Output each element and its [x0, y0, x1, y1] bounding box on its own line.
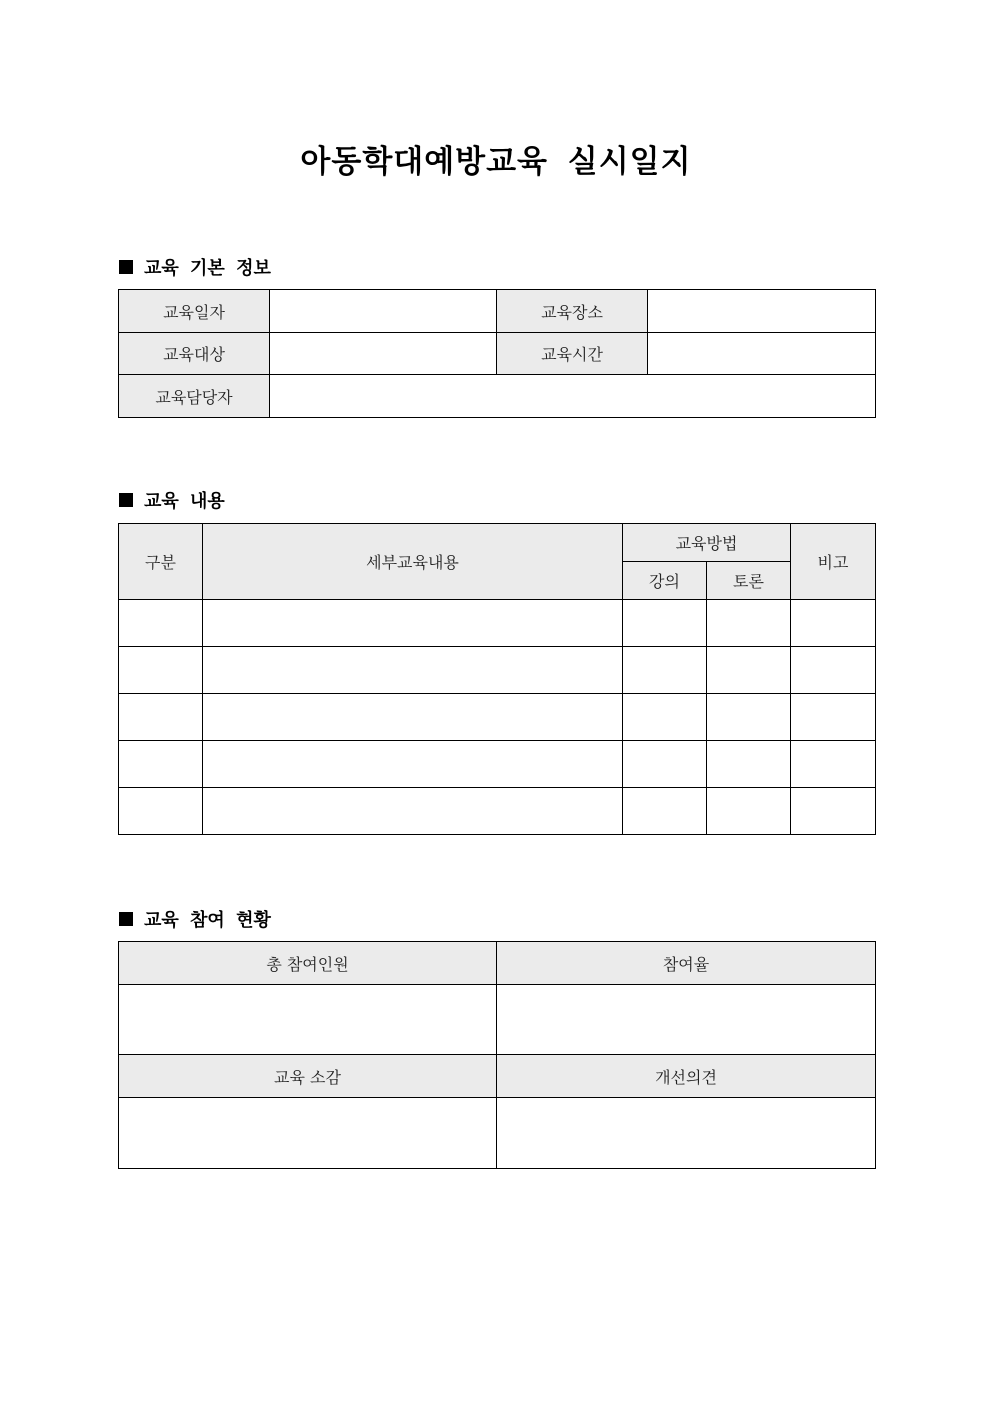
bullet-square-icon	[119, 493, 133, 507]
participation-table	[118, 941, 876, 1169]
table-row	[119, 600, 876, 647]
remarks-cell[interactable]	[791, 647, 876, 694]
total-participants-label: 총 참여인원	[119, 942, 497, 985]
detail-cell[interactable]	[203, 600, 623, 647]
date-field[interactable]	[270, 290, 497, 333]
remarks-cell[interactable]	[791, 694, 876, 741]
section-heading-content	[119, 487, 225, 513]
section-heading-label: 교육 참여 현황	[144, 910, 271, 931]
category-cell[interactable]	[119, 694, 203, 741]
table-row	[119, 647, 876, 694]
time-label: 교육시간	[497, 333, 648, 375]
instructor-field[interactable]	[270, 375, 876, 418]
discussion-cell[interactable]	[707, 647, 791, 694]
detail-cell[interactable]	[203, 694, 623, 741]
column-header-discussion: 토론	[707, 562, 791, 600]
place-label: 교육장소	[497, 290, 648, 333]
remarks-cell[interactable]	[791, 741, 876, 788]
date-label: 교육일자	[119, 290, 270, 333]
participation-rate-field[interactable]	[497, 985, 876, 1055]
section-heading-label: 교육 기본 정보	[144, 258, 271, 279]
basic-info-table	[118, 289, 876, 418]
column-header-detail: 세부교육내용	[203, 524, 623, 600]
total-participants-field[interactable]	[119, 985, 497, 1055]
detail-cell[interactable]	[203, 741, 623, 788]
column-header-lecture: 강의	[623, 562, 707, 600]
remarks-cell[interactable]	[791, 600, 876, 647]
lecture-cell[interactable]	[623, 741, 707, 788]
bullet-square-icon	[119, 912, 133, 926]
category-cell[interactable]	[119, 788, 203, 835]
impressions-label: 교육 소감	[119, 1055, 497, 1098]
column-header-method: 교육방법	[623, 524, 791, 562]
improvements-label: 개선의견	[497, 1055, 876, 1098]
section-heading-participation	[119, 906, 271, 932]
document-title: 아동학대예방교육 실시일지	[300, 144, 692, 180]
table-row	[119, 694, 876, 741]
instructor-label: 교육담당자	[119, 375, 270, 418]
remarks-cell[interactable]	[791, 788, 876, 835]
time-field[interactable]	[648, 333, 876, 375]
participation-rate-label: 참여율	[497, 942, 876, 985]
content-table	[118, 523, 876, 835]
table-row	[119, 788, 876, 835]
lecture-cell[interactable]	[623, 694, 707, 741]
column-header-category: 구분	[119, 524, 203, 600]
target-field[interactable]	[270, 333, 497, 375]
lecture-cell[interactable]	[623, 788, 707, 835]
detail-cell[interactable]	[203, 647, 623, 694]
discussion-cell[interactable]	[707, 788, 791, 835]
table-row	[119, 741, 876, 788]
lecture-cell[interactable]	[623, 600, 707, 647]
category-cell[interactable]	[119, 647, 203, 694]
detail-cell[interactable]	[203, 788, 623, 835]
place-field[interactable]	[648, 290, 876, 333]
section-heading-label: 교육 내용	[144, 491, 225, 512]
column-header-remarks: 비고	[791, 524, 876, 600]
discussion-cell[interactable]	[707, 694, 791, 741]
bullet-square-icon	[119, 260, 133, 274]
discussion-cell[interactable]	[707, 600, 791, 647]
target-label: 교육대상	[119, 333, 270, 375]
discussion-cell[interactable]	[707, 741, 791, 788]
category-cell[interactable]	[119, 600, 203, 647]
section-heading-basic-info	[119, 254, 271, 280]
improvements-field[interactable]	[497, 1098, 876, 1169]
lecture-cell[interactable]	[623, 647, 707, 694]
category-cell[interactable]	[119, 741, 203, 788]
impressions-field[interactable]	[119, 1098, 497, 1169]
